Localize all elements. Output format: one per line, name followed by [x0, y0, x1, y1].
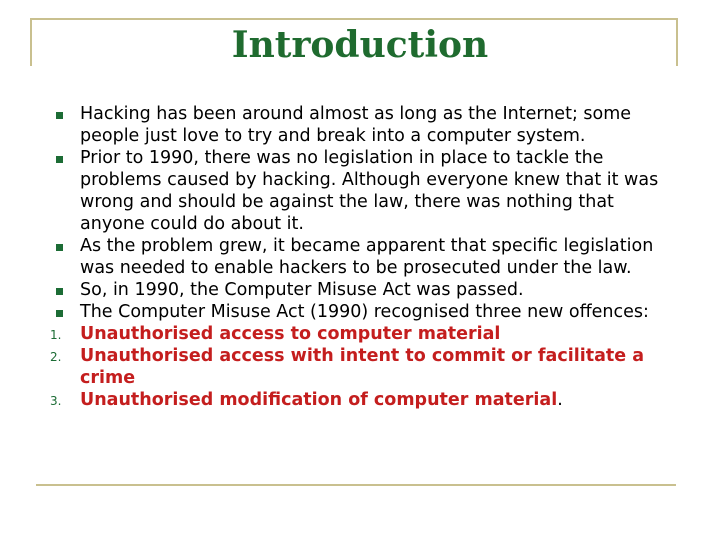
- slide-title: Introduction: [231, 24, 489, 66]
- bullet-item: [50, 301, 680, 323]
- frame-top-border: [30, 18, 678, 20]
- bullet-text: So, in 1990, the Computer Misuse Act was passed.: [80, 280, 524, 300]
- bullet-item: [50, 147, 680, 235]
- square-bullet-icon: [56, 310, 63, 317]
- square-bullet-icon: [56, 288, 63, 295]
- bullet-item: [50, 103, 680, 147]
- bullet-text: As the problem grew, it became apparent that specific legislation was needed to enable hackers to be prosecuted under the law.: [80, 236, 654, 278]
- bullet-item: [50, 235, 680, 279]
- offence-text: Unauthorised access to computer material: [80, 324, 501, 344]
- square-bullet-icon: [56, 112, 63, 119]
- offence-suffix: .: [557, 390, 563, 410]
- bullet-item: [50, 279, 680, 301]
- bullet-text: Hacking has been around almost as long as the Internet; some people just love to try and break into a computer system.: [80, 104, 632, 146]
- offence-text: Unauthorised modification of computer material: [80, 390, 558, 410]
- numbered-item: [50, 389, 680, 411]
- bullet-text: The Computer Misuse Act (1990) recognised three new offences:: [80, 302, 649, 322]
- bottom-divider: [36, 484, 676, 486]
- item-number: 3.: [50, 394, 62, 408]
- offence-text: Unauthorised access with intent to commit or facilitate a crime: [80, 346, 645, 388]
- bullet-text: Prior to 1990, there was no legislation in place to tackle the problems caused by hacking. Although everyone knew that it was wrong and should be against the law, there was nothing that anyone could do about it.: [80, 148, 659, 234]
- numbered-item: [50, 345, 680, 389]
- numbered-item: [50, 323, 680, 345]
- item-number: 2.: [50, 350, 62, 364]
- slide-body: [50, 103, 680, 411]
- square-bullet-icon: [56, 156, 63, 163]
- item-number: 1.: [50, 328, 62, 342]
- square-bullet-icon: [56, 244, 63, 251]
